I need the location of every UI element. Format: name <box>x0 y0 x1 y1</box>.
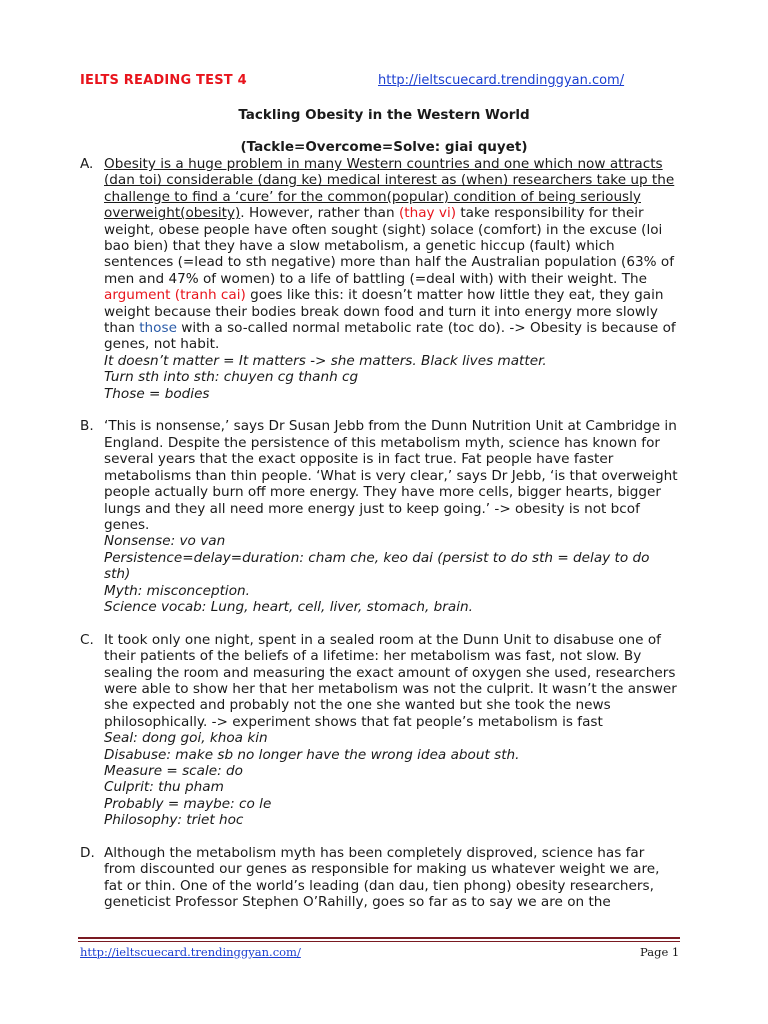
section-a-paragraph <box>104 156 680 353</box>
blue-highlight: those <box>139 320 177 337</box>
paragraph-text: goes like this: it doesn’t matter how little they eat, they gain weight because their bodies break down food and turn it into energy more slowly than <box>104 287 664 337</box>
document-body <box>80 156 680 911</box>
test-label: IELTS READING TEST 4 <box>80 73 247 88</box>
paragraph-text: with a so-called normal metabolic rate (toc do). -> Obesity is because of genes, not habit. <box>104 320 676 353</box>
header-url-link[interactable]: http://ieltscuecard.trendinggyan.com/ <box>378 73 625 88</box>
underlined-text: Obesity is a huge problem in many Western countries and one which now attracts (dan toi) considerable (dang ke) medical interest as (when) researchers take up the challenge to find a ‘cure’ for the common(popular) condition of being seriously overweight(obesity) <box>104 156 675 222</box>
section-letter: A. <box>80 156 94 172</box>
paragraph-text: . However, rather than <box>240 205 399 222</box>
vocab-note: Measure = scale: do <box>104 763 243 779</box>
paragraph-text: take responsibility for their weight, obese people have often sought (sight) solace (comfort) in the excuse (loi bao bien) that they have a slow metabolism, a genetic hiccup (fault) which sentences (=lead to sth negative) more than half the Australian population (63% of men and 47% of women) to a life of battling (=deal with) with their weight. The <box>104 205 674 287</box>
vocab-note: Turn sth into sth: chuyen cg thanh cg <box>104 369 359 386</box>
vocab-note: Science vocab: Lung, heart, cell, liver, stomach, brain. <box>104 598 473 615</box>
vocab-note: Myth: misconception. <box>104 582 250 599</box>
section-letter: D. <box>80 845 95 862</box>
section-letter: C. <box>80 631 94 648</box>
vocab-note: It doesn’t matter = It matters -> she matters. Black lives matter. <box>104 352 547 369</box>
section-c-paragraph <box>104 632 680 730</box>
paragraph-text: Although the metabolism myth has been completely disproved, science has far from discounted our genes as responsible for making us whatever weight we are, fat or thin. One of the world’s leading (dan dau, tien phong) obesity researchers, geneticist Professor Stephen O’Rahilly, goes so far as to say we are on the <box>104 845 660 911</box>
vocab-note: Philosophy: triet hoc <box>104 812 244 829</box>
page-number: Page 1 <box>640 945 680 959</box>
paragraph-text: It took only one night, spent in a sealed room at the Dunn Unit to disabuse one of their patients of the beliefs of a lifetime: her metabolism was fast, not slow. By sealing the room and measuring the exact amount of oxygen she used, researchers were able to show her that her metabolism was not the culprit. It wasn’t the answer she expected and probably not the one she wanted but she took the news philosophically. -> experiment shows that fat people’s metabolism is fast <box>104 631 677 730</box>
section-b <box>80 418 680 615</box>
vocab-note: Culprit: thu pham <box>104 779 224 796</box>
vocab-note: Disabuse: make sb no longer have the wrong idea about sth. <box>104 746 520 763</box>
vocab-note: Nonsense: vo van <box>104 533 226 550</box>
section-d <box>80 845 680 911</box>
section-a <box>80 156 680 402</box>
section-b-paragraph <box>104 418 680 533</box>
document-subtitle: (Tackle=Overcome=Solve: giai quyet) <box>240 139 528 155</box>
vocab-note: Those = bodies <box>104 385 210 402</box>
vocab-note: Seal: dong goi, khoa kin <box>104 730 268 747</box>
section-letter: B. <box>80 418 94 435</box>
vocab-note: Persistence=delay=duration: cham che, keo dai (persist to do sth = delay to do sth) <box>104 549 650 583</box>
section-c <box>80 632 680 829</box>
footer-divider <box>78 941 680 942</box>
paragraph-text: ‘This is nonsense,’ says Dr Susan Jebb from the Dunn Nutrition Unit at Cambridge in England. Despite the persistence of this metabolism myth, science has known for several years that the exact opposite is in fact true. Fat people have faster metabolisms than thin people. ‘What is very clear,’ says Dr Jebb, ‘is that overweight people actually burn off more energy. They have more cells, bigger hearts, bigger lungs and they all need more energy just to keep going.’ -> obesity is not bcof genes. <box>104 418 678 533</box>
vocab-note: Probably = maybe: co le <box>104 795 272 812</box>
document-title: Tackling Obesity in the Western World <box>238 107 530 123</box>
section-d-paragraph <box>104 845 680 911</box>
red-annotation: argument (tranh cai) <box>104 287 246 304</box>
footer-url-link[interactable]: http://ieltscuecard.trendinggyan.com/ <box>80 945 301 959</box>
red-annotation: (thay vi) <box>398 205 457 222</box>
footer-divider <box>78 937 680 939</box>
